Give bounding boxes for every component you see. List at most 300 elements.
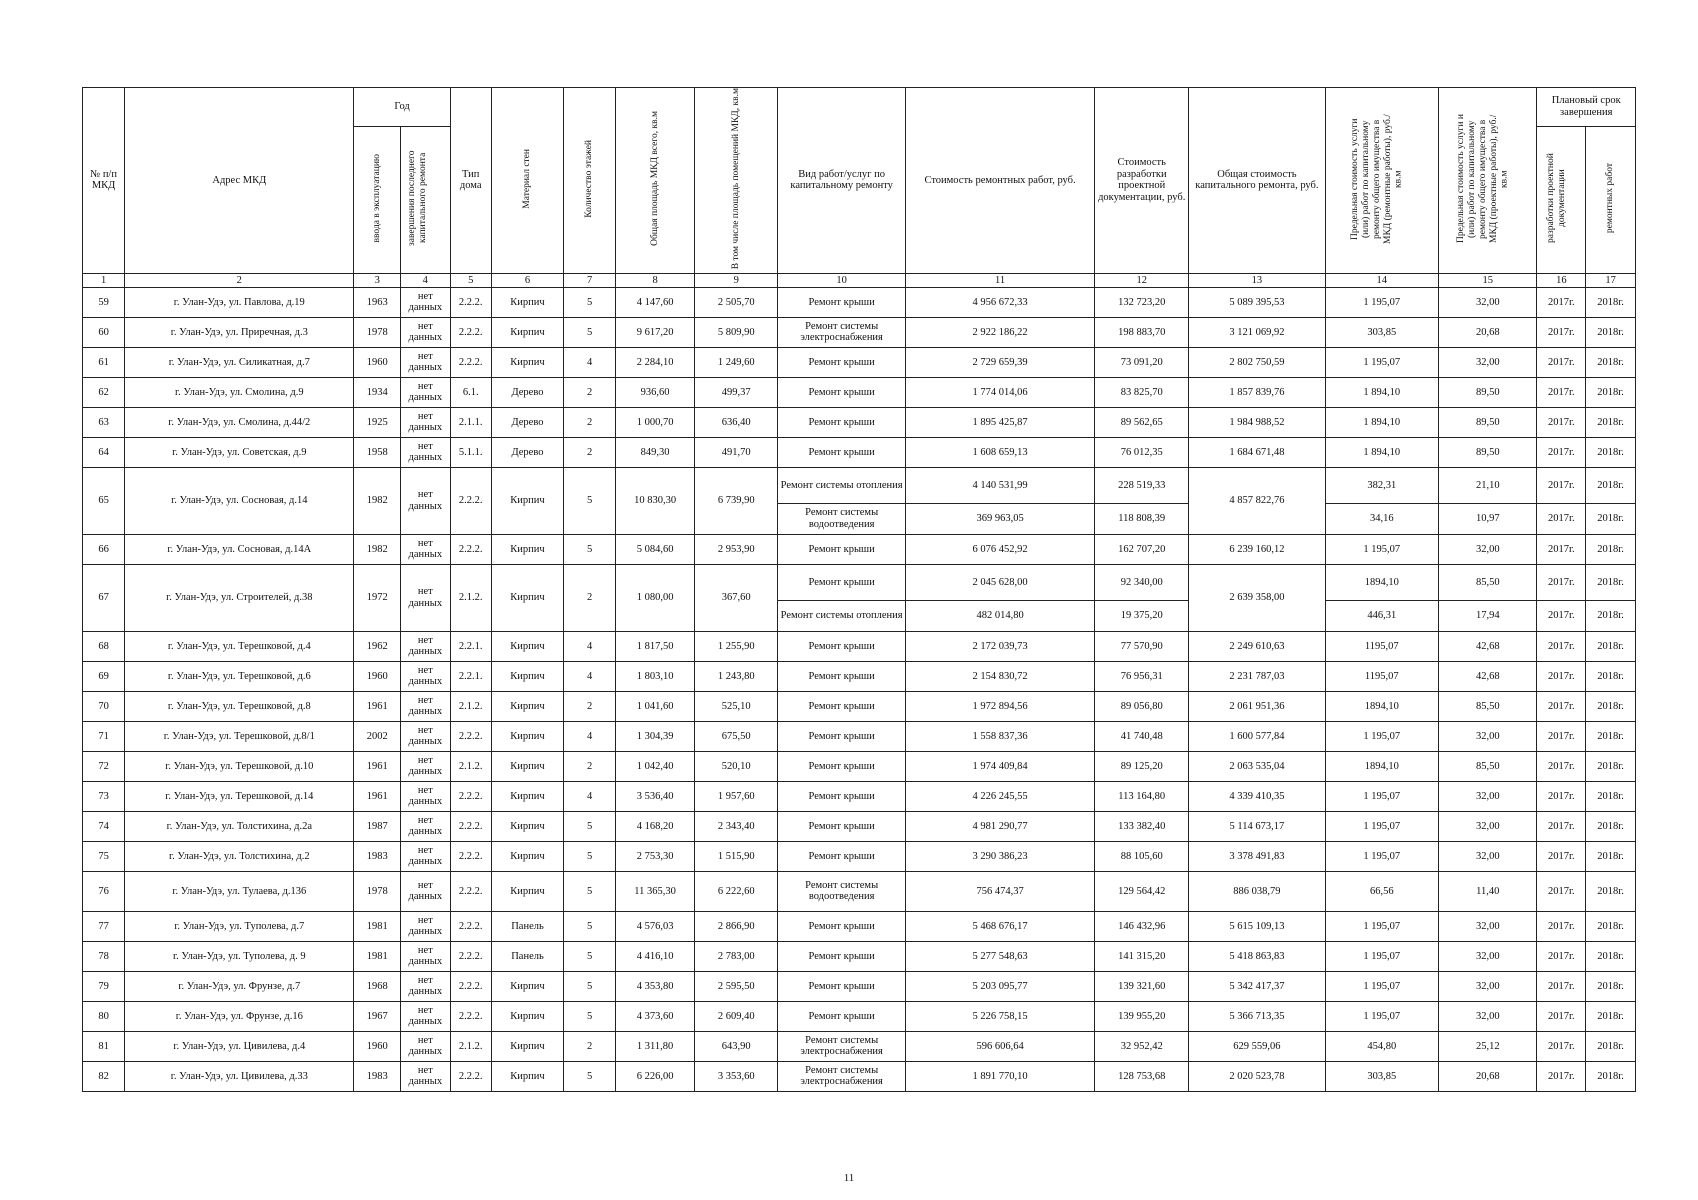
house-type-cell: 2.1.2.: [450, 691, 491, 721]
limit-cost-repair-cell: 1 894,10: [1325, 437, 1439, 467]
deadline-design-cell: 2017г.: [1537, 781, 1586, 811]
wall-material-cell: Кирпич: [491, 841, 563, 871]
column-number: 12: [1095, 273, 1189, 287]
row-number: 68: [83, 631, 125, 661]
year-last-repair-cell: нет данных: [400, 911, 450, 941]
year-commission-cell: 1987: [354, 811, 401, 841]
work-type-cell: Ремонт системы электроснабжения: [778, 1061, 906, 1091]
row-number: 70: [83, 691, 125, 721]
deadline-design-cell: 2017г.: [1537, 503, 1586, 534]
repair-cost-cell: 2 172 039,73: [905, 631, 1094, 661]
design-cost-cell: 139 321,60: [1095, 971, 1189, 1001]
table-row: [83, 971, 1636, 1001]
limit-cost-repair-cell: 446,31: [1325, 600, 1439, 631]
limit-cost-design-cell: 85,50: [1439, 564, 1537, 600]
deadline-repair-cell: 2018г.: [1586, 721, 1636, 751]
column-number: 15: [1439, 273, 1537, 287]
limit-cost-design-cell: 20,68: [1439, 1061, 1537, 1091]
repair-cost-cell: 5 468 676,17: [905, 911, 1094, 941]
design-cost-cell: 198 883,70: [1095, 317, 1189, 347]
row-number: 63: [83, 407, 125, 437]
floors-cell: 2: [564, 377, 616, 407]
floors-cell: 2: [564, 564, 616, 631]
work-type-cell: Ремонт крыши: [778, 721, 906, 751]
year-last-repair-cell: нет данных: [400, 287, 450, 317]
design-cost-cell: 76 012,35: [1095, 437, 1189, 467]
limit-cost-design-cell: 32,00: [1439, 534, 1537, 564]
premises-area-cell: 675,50: [695, 721, 778, 751]
year-commission-cell: 1961: [354, 781, 401, 811]
work-type-cell: Ремонт системы водоотведения: [778, 871, 906, 911]
repair-cost-cell: 6 076 452,92: [905, 534, 1094, 564]
row-number: 81: [83, 1031, 125, 1061]
deadline-design-cell: 2017г.: [1537, 1001, 1586, 1031]
design-cost-cell: 118 808,39: [1095, 503, 1189, 534]
year-last-repair-cell: нет данных: [400, 631, 450, 661]
address-cell: г. Улан-Удэ, ул. Толстихина, д.2а: [125, 811, 354, 841]
address-cell: г. Улан-Удэ, ул. Туполева, д.7: [125, 911, 354, 941]
premises-area-cell: 1 957,60: [695, 781, 778, 811]
total-cost-cell: 629 559,06: [1189, 1031, 1325, 1061]
deadline-repair-cell: 2018г.: [1586, 971, 1636, 1001]
house-type-cell: 2.2.2.: [450, 1061, 491, 1091]
row-number: 60: [83, 317, 125, 347]
header-address: Адрес МКД: [125, 88, 354, 274]
limit-cost-repair-cell: 1 195,07: [1325, 721, 1439, 751]
row-number: 71: [83, 721, 125, 751]
table-row: [83, 1031, 1636, 1061]
premises-area-cell: 6 739,90: [695, 467, 778, 534]
premises-area-cell: 525,10: [695, 691, 778, 721]
design-cost-cell: 32 952,42: [1095, 1031, 1189, 1061]
deadline-design-cell: 2017г.: [1537, 691, 1586, 721]
total-cost-cell: 5 366 713,35: [1189, 1001, 1325, 1031]
total-area-cell: 1 042,40: [616, 751, 695, 781]
premises-area-cell: 367,60: [695, 564, 778, 631]
deadline-design-cell: 2017г.: [1537, 377, 1586, 407]
design-cost-cell: 77 570,90: [1095, 631, 1189, 661]
limit-cost-design-cell: 32,00: [1439, 287, 1537, 317]
capital-repair-table: [82, 87, 1636, 1092]
total-cost-cell: 2 249 610,63: [1189, 631, 1325, 661]
address-cell: г. Улан-Удэ, ул. Строителей, д.38: [125, 564, 354, 631]
header-limit-cost-design: Предельная стоимость услуги и (или) работ по капитальному ремонту общего имущества в МКД (проектные работы), руб./кв.м: [1439, 88, 1537, 274]
table-row: [83, 841, 1636, 871]
year-commission-cell: 1978: [354, 871, 401, 911]
column-number: 7: [564, 273, 616, 287]
column-number: 8: [616, 273, 695, 287]
address-cell: г. Улан-Удэ, ул. Силикатная, д.7: [125, 347, 354, 377]
floors-cell: 2: [564, 1031, 616, 1061]
column-number: 1: [83, 273, 125, 287]
limit-cost-design-cell: 21,10: [1439, 467, 1537, 503]
deadline-repair-cell: 2018г.: [1586, 1001, 1636, 1031]
limit-cost-design-cell: 32,00: [1439, 911, 1537, 941]
year-commission-cell: 1961: [354, 691, 401, 721]
premises-area-cell: 1 243,80: [695, 661, 778, 691]
total-cost-cell: 2 020 523,78: [1189, 1061, 1325, 1091]
premises-area-cell: 520,10: [695, 751, 778, 781]
deadline-repair-cell: 2018г.: [1586, 1031, 1636, 1061]
total-area-cell: 5 084,60: [616, 534, 695, 564]
limit-cost-repair-cell: 1 195,07: [1325, 534, 1439, 564]
deadline-design-cell: 2017г.: [1537, 564, 1586, 600]
premises-area-cell: 2 866,90: [695, 911, 778, 941]
total-cost-cell: 5 114 673,17: [1189, 811, 1325, 841]
total-area-cell: 4 353,80: [616, 971, 695, 1001]
address-cell: г. Улан-Удэ, ул. Советская, д.9: [125, 437, 354, 467]
total-area-cell: 1 311,80: [616, 1031, 695, 1061]
house-type-cell: 2.2.2.: [450, 1001, 491, 1031]
limit-cost-repair-cell: 1 894,10: [1325, 407, 1439, 437]
house-type-cell: 2.2.2.: [450, 534, 491, 564]
design-cost-cell: 228 519,33: [1095, 467, 1189, 503]
repair-cost-cell: 4 956 672,33: [905, 287, 1094, 317]
limit-cost-design-cell: 89,50: [1439, 407, 1537, 437]
address-cell: г. Улан-Удэ, ул. Терешковой, д.4: [125, 631, 354, 661]
design-cost-cell: 19 375,20: [1095, 600, 1189, 631]
row-number: 65: [83, 467, 125, 534]
column-number-row: [83, 273, 1636, 287]
design-cost-cell: 89 056,80: [1095, 691, 1189, 721]
row-number: 80: [83, 1001, 125, 1031]
work-type-cell: Ремонт крыши: [778, 661, 906, 691]
wall-material-cell: Дерево: [491, 377, 563, 407]
repair-cost-cell: 4 981 290,77: [905, 811, 1094, 841]
repair-cost-cell: 2 922 186,22: [905, 317, 1094, 347]
repair-cost-cell: 596 606,64: [905, 1031, 1094, 1061]
floors-cell: 5: [564, 971, 616, 1001]
floors-cell: 5: [564, 841, 616, 871]
work-type-cell: Ремонт крыши: [778, 941, 906, 971]
row-number: 61: [83, 347, 125, 377]
address-cell: г. Улан-Удэ, ул. Терешковой, д.6: [125, 661, 354, 691]
address-cell: г. Улан-Удэ, ул. Цивилева, д.4: [125, 1031, 354, 1061]
design-cost-cell: 128 753,68: [1095, 1061, 1189, 1091]
work-type-cell: Ремонт крыши: [778, 534, 906, 564]
year-commission-cell: 1934: [354, 377, 401, 407]
header-year-group: Год: [354, 88, 450, 127]
floors-cell: 4: [564, 781, 616, 811]
header-deadline-group: Плановый срок завершения: [1537, 88, 1636, 127]
premises-area-cell: 1 249,60: [695, 347, 778, 377]
year-commission-cell: 1982: [354, 467, 401, 534]
column-number: 11: [905, 273, 1094, 287]
limit-cost-design-cell: 20,68: [1439, 317, 1537, 347]
limit-cost-repair-cell: 1 195,07: [1325, 941, 1439, 971]
repair-cost-cell: 1 774 014,06: [905, 377, 1094, 407]
row-number: 74: [83, 811, 125, 841]
wall-material-cell: Дерево: [491, 407, 563, 437]
total-cost-cell: 6 239 160,12: [1189, 534, 1325, 564]
repair-cost-cell: 1 608 659,13: [905, 437, 1094, 467]
address-cell: г. Улан-Удэ, ул. Смолина, д.9: [125, 377, 354, 407]
limit-cost-design-cell: 32,00: [1439, 941, 1537, 971]
premises-area-cell: 2 953,90: [695, 534, 778, 564]
header-no: № п/п МКД: [83, 88, 125, 274]
limit-cost-repair-cell: 1894,10: [1325, 751, 1439, 781]
address-cell: г. Улан-Удэ, ул. Фрунзе, д.16: [125, 1001, 354, 1031]
header-wall-material: Материал стен: [491, 88, 563, 274]
wall-material-cell: Кирпич: [491, 871, 563, 911]
deadline-repair-cell: 2018г.: [1586, 941, 1636, 971]
wall-material-cell: Кирпич: [491, 631, 563, 661]
floors-cell: 4: [564, 721, 616, 751]
year-commission-cell: 1983: [354, 1061, 401, 1091]
year-last-repair-cell: нет данных: [400, 347, 450, 377]
column-number: 2: [125, 273, 354, 287]
year-last-repair-cell: нет данных: [400, 941, 450, 971]
year-last-repair-cell: нет данных: [400, 721, 450, 751]
limit-cost-repair-cell: 303,85: [1325, 317, 1439, 347]
address-cell: г. Улан-Удэ, ул. Терешковой, д.8/1: [125, 721, 354, 751]
total-cost-cell: 1 600 577,84: [1189, 721, 1325, 751]
repair-cost-cell: 1 558 837,36: [905, 721, 1094, 751]
work-type-cell: Ремонт крыши: [778, 971, 906, 1001]
house-type-cell: 2.1.1.: [450, 407, 491, 437]
floors-cell: 5: [564, 941, 616, 971]
total-area-cell: 11 365,30: [616, 871, 695, 911]
row-number: 67: [83, 564, 125, 631]
total-cost-cell: 1 857 839,76: [1189, 377, 1325, 407]
address-cell: г. Улан-Удэ, ул. Сосновая, д.14: [125, 467, 354, 534]
total-area-cell: 1 000,70: [616, 407, 695, 437]
limit-cost-design-cell: 32,00: [1439, 841, 1537, 871]
repair-cost-cell: 3 290 386,23: [905, 841, 1094, 871]
repair-cost-cell: 2 154 830,72: [905, 661, 1094, 691]
table-row: [83, 781, 1636, 811]
premises-area-cell: 1 255,90: [695, 631, 778, 661]
header-design-cost: Стоимость разработки проектной документации, руб.: [1095, 88, 1189, 274]
year-last-repair-cell: нет данных: [400, 1061, 450, 1091]
limit-cost-repair-cell: 1 195,07: [1325, 781, 1439, 811]
table-row: [83, 911, 1636, 941]
design-cost-cell: 88 105,60: [1095, 841, 1189, 871]
address-cell: г. Улан-Удэ, ул. Туполева, д. 9: [125, 941, 354, 971]
column-number: 6: [491, 273, 563, 287]
header-house-type: Тип дома: [450, 88, 491, 274]
total-area-cell: 1 803,10: [616, 661, 695, 691]
premises-area-cell: 643,90: [695, 1031, 778, 1061]
row-number: 73: [83, 781, 125, 811]
year-last-repair-cell: нет данных: [400, 377, 450, 407]
row-number: 66: [83, 534, 125, 564]
year-commission-cell: 1982: [354, 534, 401, 564]
house-type-cell: 2.2.2.: [450, 871, 491, 911]
total-cost-cell: 5 342 417,37: [1189, 971, 1325, 1001]
repair-cost-cell: 2 045 628,00: [905, 564, 1094, 600]
house-type-cell: 2.2.2.: [450, 721, 491, 751]
year-last-repair-cell: нет данных: [400, 691, 450, 721]
row-number: 69: [83, 661, 125, 691]
limit-cost-repair-cell: 1 195,07: [1325, 841, 1439, 871]
deadline-design-cell: 2017г.: [1537, 941, 1586, 971]
wall-material-cell: Панель: [491, 911, 563, 941]
year-last-repair-cell: нет данных: [400, 1001, 450, 1031]
limit-cost-design-cell: 32,00: [1439, 347, 1537, 377]
table-row: [83, 467, 1636, 503]
row-number: 72: [83, 751, 125, 781]
table-row: [83, 1061, 1636, 1091]
table-body: [83, 287, 1636, 1091]
total-area-cell: 2 753,30: [616, 841, 695, 871]
table-row: [83, 751, 1636, 781]
address-cell: г. Улан-Удэ, ул. Фрунзе, д.7: [125, 971, 354, 1001]
design-cost-cell: 76 956,31: [1095, 661, 1189, 691]
limit-cost-repair-cell: 382,31: [1325, 467, 1439, 503]
deadline-design-cell: 2017г.: [1537, 971, 1586, 1001]
deadline-design-cell: 2017г.: [1537, 1061, 1586, 1091]
design-cost-cell: 139 955,20: [1095, 1001, 1189, 1031]
limit-cost-design-cell: 32,00: [1439, 1001, 1537, 1031]
wall-material-cell: Кирпич: [491, 721, 563, 751]
limit-cost-repair-cell: 1195,07: [1325, 631, 1439, 661]
column-number: 16: [1537, 273, 1586, 287]
limit-cost-design-cell: 11,40: [1439, 871, 1537, 911]
deadline-repair-cell: 2018г.: [1586, 841, 1636, 871]
floors-cell: 5: [564, 534, 616, 564]
house-type-cell: 6.1.: [450, 377, 491, 407]
total-cost-cell: 3 378 491,83: [1189, 841, 1325, 871]
deadline-repair-cell: 2018г.: [1586, 781, 1636, 811]
deadline-repair-cell: 2018г.: [1586, 503, 1636, 534]
year-commission-cell: 1981: [354, 911, 401, 941]
floors-cell: 5: [564, 911, 616, 941]
column-number: 10: [778, 273, 906, 287]
deadline-repair-cell: 2018г.: [1586, 377, 1636, 407]
column-number: 14: [1325, 273, 1439, 287]
limit-cost-repair-cell: 1 195,07: [1325, 971, 1439, 1001]
work-type-cell: Ремонт системы электроснабжения: [778, 1031, 906, 1061]
deadline-design-cell: 2017г.: [1537, 911, 1586, 941]
year-last-repair-cell: нет данных: [400, 564, 450, 631]
design-cost-cell: 132 723,20: [1095, 287, 1189, 317]
deadline-design-cell: 2017г.: [1537, 1031, 1586, 1061]
year-commission-cell: 1981: [354, 941, 401, 971]
table-row: [83, 1001, 1636, 1031]
limit-cost-design-cell: 17,94: [1439, 600, 1537, 631]
year-commission-cell: 2002: [354, 721, 401, 751]
design-cost-cell: 83 825,70: [1095, 377, 1189, 407]
work-type-cell: Ремонт крыши: [778, 437, 906, 467]
page-number: 11: [843, 1172, 855, 1184]
header-total-area: Общая площадь МКД всего, кв.м: [616, 88, 695, 274]
premises-area-cell: 3 353,60: [695, 1061, 778, 1091]
total-cost-cell: 4 857 822,76: [1189, 467, 1325, 534]
table-row: [83, 661, 1636, 691]
year-commission-cell: 1968: [354, 971, 401, 1001]
limit-cost-repair-cell: 1 894,10: [1325, 377, 1439, 407]
limit-cost-repair-cell: 1894,10: [1325, 691, 1439, 721]
work-type-cell: Ремонт системы электроснабжения: [778, 317, 906, 347]
floors-cell: 5: [564, 811, 616, 841]
work-type-cell: Ремонт крыши: [778, 1001, 906, 1031]
total-area-cell: 4 373,60: [616, 1001, 695, 1031]
limit-cost-repair-cell: 1 195,07: [1325, 347, 1439, 377]
floors-cell: 5: [564, 871, 616, 911]
deadline-design-cell: 2017г.: [1537, 534, 1586, 564]
limit-cost-repair-cell: 1894,10: [1325, 564, 1439, 600]
total-cost-cell: 4 339 410,35: [1189, 781, 1325, 811]
work-type-cell: Ремонт крыши: [778, 911, 906, 941]
total-area-cell: 4 147,60: [616, 287, 695, 317]
row-number: 76: [83, 871, 125, 911]
header-repair-cost: Стоимость ремонтных работ, руб.: [905, 88, 1094, 274]
repair-cost-cell: 482 014,80: [905, 600, 1094, 631]
limit-cost-repair-cell: 1 195,07: [1325, 1001, 1439, 1031]
address-cell: г. Улан-Удэ, ул. Приречная, д.3: [125, 317, 354, 347]
design-cost-cell: 146 432,96: [1095, 911, 1189, 941]
house-type-cell: 2.2.1.: [450, 661, 491, 691]
deadline-repair-cell: 2018г.: [1586, 911, 1636, 941]
deadline-repair-cell: 2018г.: [1586, 811, 1636, 841]
address-cell: г. Улан-Удэ, ул. Терешковой, д.14: [125, 781, 354, 811]
house-type-cell: 2.2.2.: [450, 911, 491, 941]
work-type-cell: Ремонт крыши: [778, 691, 906, 721]
premises-area-cell: 2 783,00: [695, 941, 778, 971]
year-commission-cell: 1925: [354, 407, 401, 437]
address-cell: г. Улан-Удэ, ул. Терешковой, д.10: [125, 751, 354, 781]
row-number: 62: [83, 377, 125, 407]
house-type-cell: 2.1.2.: [450, 751, 491, 781]
row-number: 59: [83, 287, 125, 317]
deadline-design-cell: 2017г.: [1537, 871, 1586, 911]
work-type-cell: Ремонт крыши: [778, 564, 906, 600]
wall-material-cell: Кирпич: [491, 661, 563, 691]
limit-cost-repair-cell: 66,56: [1325, 871, 1439, 911]
year-last-repair-cell: нет данных: [400, 534, 450, 564]
column-number: 5: [450, 273, 491, 287]
table-row: [83, 941, 1636, 971]
table-row: [83, 691, 1636, 721]
year-last-repair-cell: нет данных: [400, 841, 450, 871]
repair-cost-cell: 1 891 770,10: [905, 1061, 1094, 1091]
row-number: 82: [83, 1061, 125, 1091]
repair-cost-cell: 4 140 531,99: [905, 467, 1094, 503]
repair-cost-cell: 4 226 245,55: [905, 781, 1094, 811]
wall-material-cell: Кирпич: [491, 751, 563, 781]
row-number: 79: [83, 971, 125, 1001]
deadline-design-cell: 2017г.: [1537, 631, 1586, 661]
wall-material-cell: Кирпич: [491, 287, 563, 317]
deadline-repair-cell: 2018г.: [1586, 661, 1636, 691]
total-cost-cell: 3 121 069,92: [1189, 317, 1325, 347]
design-cost-cell: 92 340,00: [1095, 564, 1189, 600]
deadline-repair-cell: 2018г.: [1586, 1061, 1636, 1091]
table-row: [83, 631, 1636, 661]
table-row: [83, 564, 1636, 600]
floors-cell: 2: [564, 407, 616, 437]
year-commission-cell: 1963: [354, 287, 401, 317]
repair-cost-cell: 369 963,05: [905, 503, 1094, 534]
total-area-cell: 10 830,30: [616, 467, 695, 534]
limit-cost-design-cell: 89,50: [1439, 377, 1537, 407]
year-last-repair-cell: нет данных: [400, 751, 450, 781]
work-type-cell: Ремонт крыши: [778, 287, 906, 317]
work-type-cell: Ремонт крыши: [778, 811, 906, 841]
limit-cost-design-cell: 32,00: [1439, 811, 1537, 841]
deadline-repair-cell: 2018г.: [1586, 534, 1636, 564]
total-area-cell: 1 304,39: [616, 721, 695, 751]
premises-area-cell: 1 515,90: [695, 841, 778, 871]
total-area-cell: 1 080,00: [616, 564, 695, 631]
deadline-repair-cell: 2018г.: [1586, 467, 1636, 503]
year-last-repair-cell: нет данных: [400, 811, 450, 841]
house-type-cell: 2.1.2.: [450, 564, 491, 631]
total-cost-cell: 2 802 750,59: [1189, 347, 1325, 377]
premises-area-cell: 636,40: [695, 407, 778, 437]
design-cost-cell: 162 707,20: [1095, 534, 1189, 564]
